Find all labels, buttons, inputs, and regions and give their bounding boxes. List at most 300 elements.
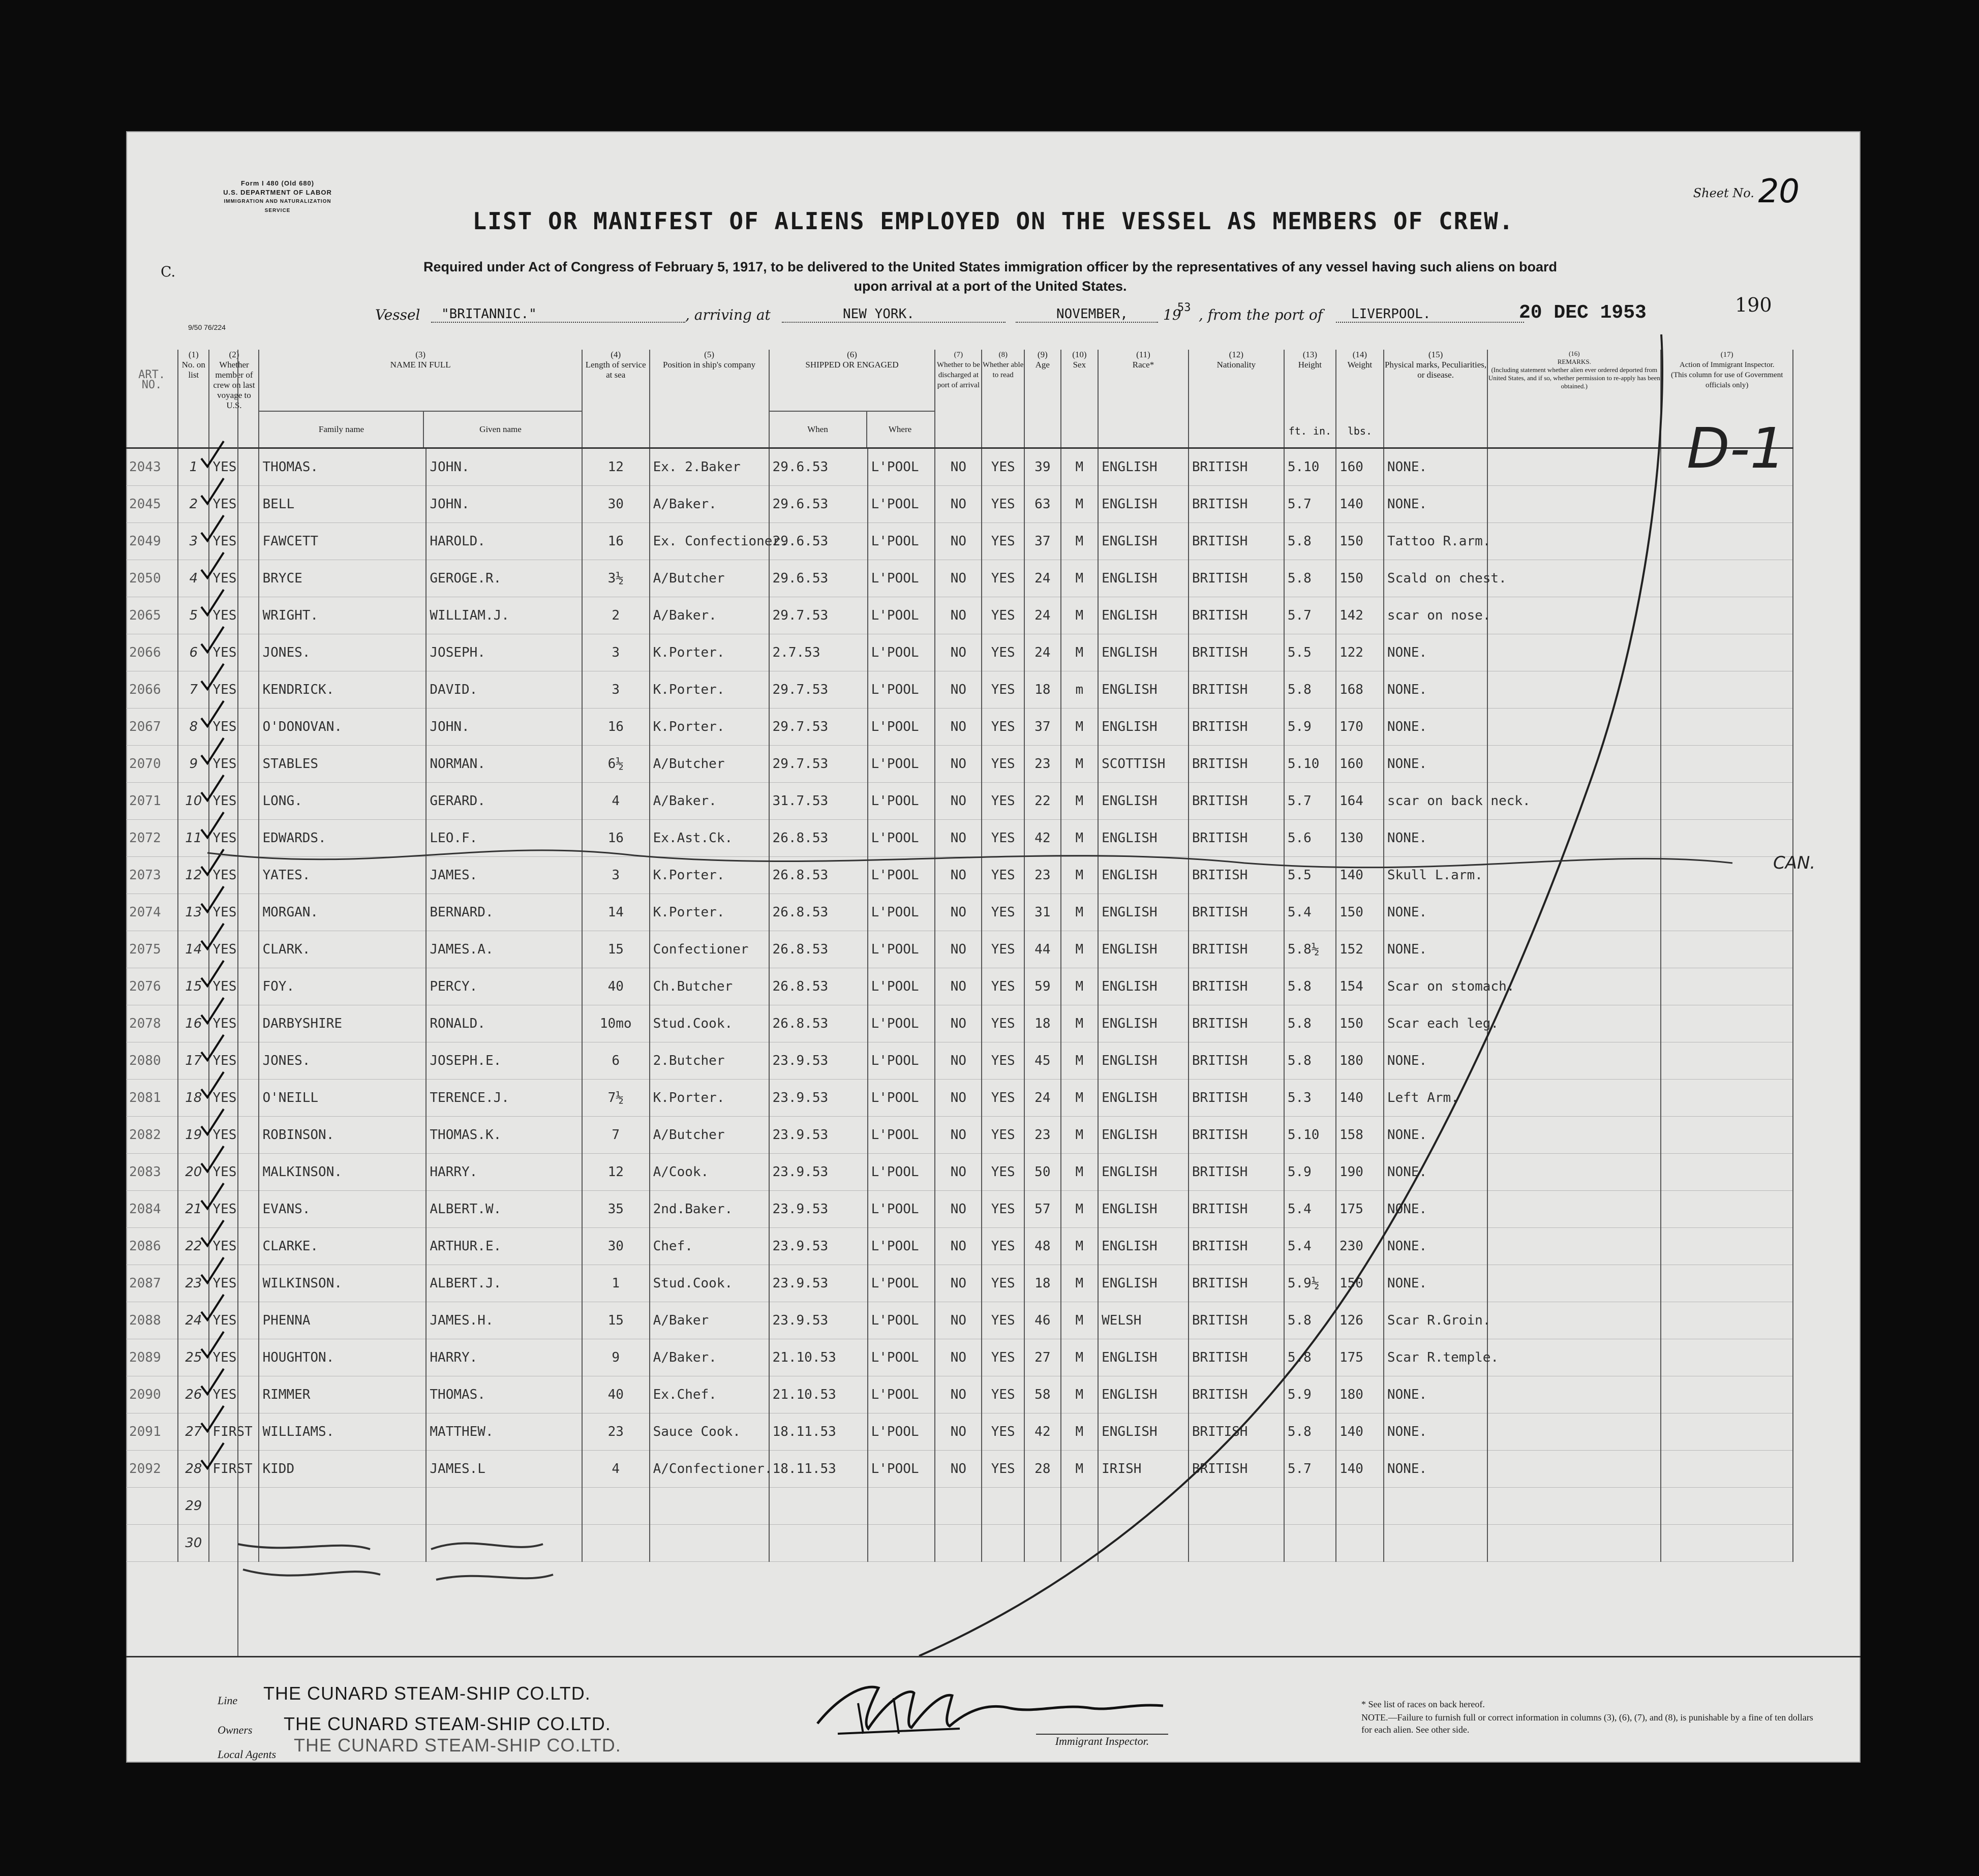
- age-cell: 50: [1024, 1154, 1061, 1191]
- position-cell: K.Porter.: [650, 894, 769, 931]
- able-to-read-cell: YES: [982, 746, 1024, 783]
- family-name-cell: CLARK.: [259, 931, 426, 968]
- age-cell: 48: [1024, 1228, 1061, 1265]
- art-no-cell: 2092: [126, 1451, 178, 1488]
- able-to-read-cell: YES: [982, 1154, 1024, 1191]
- crew-row: [126, 523, 1793, 560]
- header-inspector-action: (17) Action of Immigrant Inspector. (This column for use of Government officials only): [1661, 350, 1793, 448]
- position-cell: A/Butcher: [650, 560, 769, 597]
- shipped-where-cell: L'POOL: [868, 709, 935, 746]
- list-no-cell: 27: [178, 1413, 209, 1451]
- sex-cell: M: [1061, 1005, 1099, 1042]
- crew-row: [126, 746, 1793, 783]
- last-voyage-cell: YES: [209, 1117, 259, 1154]
- list-no-cell: 8: [178, 709, 209, 746]
- physical-marks-cell: Scar R.temple.: [1384, 1339, 1487, 1376]
- remarks-cell: [1487, 1154, 1661, 1191]
- shipped-when-cell: 23.9.53: [769, 1080, 868, 1117]
- empty-cell: [1384, 1525, 1487, 1562]
- crew-row: [126, 820, 1793, 857]
- form-id-line: Form I 480 (Old 680): [240, 179, 315, 187]
- shipped-when-cell: 29.6.53: [769, 448, 868, 486]
- empty-cell: [1189, 1525, 1284, 1562]
- physical-marks-cell: NONE.: [1384, 1042, 1487, 1080]
- inspector-action-cell: [1661, 597, 1793, 634]
- race-cell: ENGLISH: [1098, 894, 1189, 931]
- check-mark-icon: [197, 736, 228, 766]
- sex-cell: M: [1061, 783, 1099, 820]
- shipped-where-cell: L'POOL: [868, 523, 935, 560]
- shipped-when-cell: 29.6.53: [769, 486, 868, 523]
- last-voyage-cell: YES: [209, 597, 259, 634]
- empty-cell: [982, 1525, 1024, 1562]
- list-no-cell: 28: [178, 1451, 209, 1488]
- physical-marks-cell: NONE.: [1384, 634, 1487, 671]
- crew-row: [126, 1413, 1793, 1451]
- shipped-where-cell: L'POOL: [868, 1339, 935, 1376]
- empty-cell: [1336, 1488, 1384, 1525]
- crew-row: [126, 671, 1793, 709]
- position-cell: K.Porter.: [650, 709, 769, 746]
- sex-cell: M: [1061, 746, 1099, 783]
- remarks-cell: [1487, 1451, 1661, 1488]
- weight-cell: 150: [1336, 1005, 1384, 1042]
- able-to-read-cell: YES: [982, 1376, 1024, 1413]
- last-voyage-cell: YES: [209, 968, 259, 1005]
- header-weight: [1336, 350, 1384, 448]
- department-line: U.S. DEPARTMENT OF LABOR: [223, 189, 332, 196]
- able-to-read-cell: YES: [982, 1005, 1024, 1042]
- family-name-cell: KIDD: [259, 1451, 426, 1488]
- shipped-where-cell: L'POOL: [868, 1265, 935, 1302]
- art-no-cell: 2075: [126, 931, 178, 968]
- crew-row: [126, 1042, 1793, 1080]
- crew-row: [126, 486, 1793, 523]
- sex-cell: M: [1061, 1191, 1099, 1228]
- shipped-when-cell: 26.8.53: [769, 894, 868, 931]
- age-cell: 63: [1024, 486, 1061, 523]
- empty-row: [126, 1488, 1793, 1525]
- art-no-cell: 2080: [126, 1042, 178, 1080]
- inspector-action-cell: [1661, 1302, 1793, 1339]
- race-cell: ENGLISH: [1098, 820, 1189, 857]
- given-name-cell: LEO.F.: [426, 820, 582, 857]
- service-length-cell: 2: [582, 597, 650, 634]
- given-name-cell: ALBERT.J.: [426, 1265, 582, 1302]
- age-cell: 42: [1024, 1413, 1061, 1451]
- arriving-port: NEW YORK.: [782, 306, 1006, 323]
- art-no-cell: 2088: [126, 1302, 178, 1339]
- height-cell: 5.8: [1284, 1042, 1336, 1080]
- age-cell: 37: [1024, 523, 1061, 560]
- position-cell: A/Baker.: [650, 486, 769, 523]
- nationality-cell: BRITISH: [1189, 1154, 1284, 1191]
- c-mark: C.: [161, 263, 176, 280]
- shipped-where-cell: L'POOL: [868, 597, 935, 634]
- check-mark-icon: [197, 810, 228, 841]
- given-name-cell: GEROGE.R.: [426, 560, 582, 597]
- family-name-cell: JONES.: [259, 634, 426, 671]
- family-name-cell: MALKINSON.: [259, 1154, 426, 1191]
- shipped-when-cell: 26.8.53: [769, 857, 868, 894]
- shipped-when-cell: 23.9.53: [769, 1302, 868, 1339]
- sex-cell: M: [1061, 1413, 1099, 1451]
- crew-manifest-table: [126, 350, 1793, 1562]
- able-to-read-cell: YES: [982, 709, 1024, 746]
- empty-cell: [982, 1488, 1024, 1525]
- nationality-cell: BRITISH: [1189, 523, 1284, 560]
- shipped-where-cell: L'POOL: [868, 1228, 935, 1265]
- family-name-cell: MORGAN.: [259, 894, 426, 931]
- list-no-cell: 15: [178, 968, 209, 1005]
- art-no-cell: 2084: [126, 1191, 178, 1228]
- able-to-read-cell: YES: [982, 634, 1024, 671]
- able-to-read-cell: YES: [982, 1302, 1024, 1339]
- given-name-cell: MATTHEW.: [426, 1413, 582, 1451]
- shipped-where-cell: L'POOL: [868, 931, 935, 968]
- race-cell: ENGLISH: [1098, 560, 1189, 597]
- check-mark-icon: [197, 959, 228, 989]
- inspector-action-cell: [1661, 1117, 1793, 1154]
- nationality-cell: BRITISH: [1189, 1228, 1284, 1265]
- crew-row: [126, 783, 1793, 820]
- physical-marks-cell: NONE.: [1384, 709, 1487, 746]
- position-cell: Ex. 2.Baker: [650, 448, 769, 486]
- given-name-cell: HARRY.: [426, 1154, 582, 1191]
- header-label: (3) NAME IN FULL: [390, 350, 451, 370]
- given-name-cell: HAROLD.: [426, 523, 582, 560]
- art-no-cell: 2081: [126, 1080, 178, 1117]
- given-name-cell: JAMES.L: [426, 1451, 582, 1488]
- height-cell: 5.4: [1284, 894, 1336, 931]
- check-mark-icon: [197, 625, 228, 655]
- shipped-where-cell: L'POOL: [868, 1191, 935, 1228]
- physical-marks-cell: NONE.: [1384, 894, 1487, 931]
- height-cell: 5.4: [1284, 1228, 1336, 1265]
- crew-row: [126, 1265, 1793, 1302]
- height-cell: 5.10: [1284, 1117, 1336, 1154]
- nationality-cell: BRITISH: [1189, 820, 1284, 857]
- list-no-cell: 6: [178, 634, 209, 671]
- discharged-cell: NO: [935, 746, 982, 783]
- page-subtitle: [228, 257, 1753, 296]
- empty-cell: [426, 1525, 582, 1562]
- family-name-cell: WRIGHT.: [259, 597, 426, 634]
- age-cell: 58: [1024, 1376, 1061, 1413]
- empty-cell: [1024, 1525, 1061, 1562]
- given-name-cell: JOSEPH.E.: [426, 1042, 582, 1080]
- service-length-cell: 35: [582, 1191, 650, 1228]
- remarks-cell: [1487, 634, 1661, 671]
- race-cell: ENGLISH: [1098, 931, 1189, 968]
- shipped-when-cell: 23.9.53: [769, 1117, 868, 1154]
- physical-marks-cell: Scar R.Groin.: [1384, 1302, 1487, 1339]
- given-name-cell: DAVID.: [426, 671, 582, 709]
- age-cell: 24: [1024, 560, 1061, 597]
- physical-marks-cell: NONE.: [1384, 1117, 1487, 1154]
- family-name-cell: O'DONOVAN.: [259, 709, 426, 746]
- race-cell: ENGLISH: [1098, 523, 1189, 560]
- inspector-action-cell: [1661, 746, 1793, 783]
- header-name-in-full: [259, 350, 582, 448]
- side-note: CAN.: [1773, 853, 1816, 873]
- header-nationality: (12) Nationality: [1189, 350, 1284, 448]
- header-given-name: Given name: [423, 412, 576, 447]
- nationality-cell: BRITISH: [1189, 894, 1284, 931]
- date-stamp: 20 DEC 1953: [1519, 302, 1647, 324]
- from-label: , from the port of: [1199, 306, 1323, 323]
- crew-row: [126, 1005, 1793, 1042]
- crew-row: [126, 1451, 1793, 1488]
- header-label: ART. NO.: [138, 368, 166, 391]
- given-name-cell: RONALD.: [426, 1005, 582, 1042]
- sex-cell: M: [1061, 1451, 1099, 1488]
- race-cell: ENGLISH: [1098, 1154, 1189, 1191]
- physical-marks-cell: NONE.: [1384, 746, 1487, 783]
- family-name-cell: YATES.: [259, 857, 426, 894]
- empty-cell: [126, 1525, 178, 1562]
- weight-cell: 158: [1336, 1117, 1384, 1154]
- crew-row: [126, 634, 1793, 671]
- list-no-cell: 3: [178, 523, 209, 560]
- shipped-where-cell: L'POOL: [868, 1117, 935, 1154]
- header-label: (13) Height: [1298, 350, 1322, 370]
- height-cell: 5.10: [1284, 448, 1336, 486]
- header-able-to-read: (8) Whether able to read: [982, 350, 1024, 448]
- list-no-cell: 4: [178, 560, 209, 597]
- remarks-cell: [1487, 1339, 1661, 1376]
- weight-cell: 160: [1336, 448, 1384, 486]
- age-cell: 42: [1024, 820, 1061, 857]
- weight-cell: 140: [1336, 1451, 1384, 1488]
- sex-cell: M: [1061, 486, 1099, 523]
- height-cell: 5.9: [1284, 709, 1336, 746]
- empty-cell: [1284, 1488, 1336, 1525]
- header-race: (11) Race*: [1098, 350, 1189, 448]
- height-cell: 5.8: [1284, 1339, 1336, 1376]
- able-to-read-cell: YES: [982, 1413, 1024, 1451]
- race-cell: ENGLISH: [1098, 1080, 1189, 1117]
- position-cell: Chef.: [650, 1228, 769, 1265]
- age-cell: 46: [1024, 1302, 1061, 1339]
- able-to-read-cell: YES: [982, 857, 1024, 894]
- weight-cell: 142: [1336, 597, 1384, 634]
- service-length-cell: 14: [582, 894, 650, 931]
- family-name-cell: STABLES: [259, 746, 426, 783]
- header-height: [1284, 350, 1336, 448]
- last-voyage-cell: YES: [209, 448, 259, 486]
- remarks-cell: [1487, 1042, 1661, 1080]
- age-cell: 18: [1024, 1265, 1061, 1302]
- position-cell: Ex.Chef.: [650, 1376, 769, 1413]
- art-no-cell: 2089: [126, 1339, 178, 1376]
- weight-cell: 140: [1336, 486, 1384, 523]
- discharged-cell: NO: [935, 1228, 982, 1265]
- service-length-cell: 7: [582, 1117, 650, 1154]
- last-voyage-cell: YES: [209, 746, 259, 783]
- physical-marks-cell: NONE.: [1384, 1154, 1487, 1191]
- position-cell: A/Cook.: [650, 1154, 769, 1191]
- age-cell: 24: [1024, 634, 1061, 671]
- position-cell: Sauce Cook.: [650, 1413, 769, 1451]
- given-name-cell: NORMAN.: [426, 746, 582, 783]
- family-name-cell: FOY.: [259, 968, 426, 1005]
- shipped-when-cell: 31.7.53: [769, 783, 868, 820]
- shipped-where-cell: L'POOL: [868, 783, 935, 820]
- remarks-cell: [1487, 1302, 1661, 1339]
- sex-cell: M: [1061, 968, 1099, 1005]
- list-no-cell: 26: [178, 1376, 209, 1413]
- height-cell: 5.4: [1284, 1191, 1336, 1228]
- discharged-cell: NO: [935, 1265, 982, 1302]
- able-to-read-cell: YES: [982, 894, 1024, 931]
- family-name-cell: EDWARDS.: [259, 820, 426, 857]
- family-name-cell: ROBINSON.: [259, 1117, 426, 1154]
- race-cell: ENGLISH: [1098, 634, 1189, 671]
- inspector-action-cell: [1661, 1080, 1793, 1117]
- inspector-action-cell: [1661, 1154, 1793, 1191]
- header-shipped-engaged: [769, 350, 935, 448]
- able-to-read-cell: YES: [982, 783, 1024, 820]
- header-last-voyage: (2) Whether member of crew on last voyage to U.S.: [209, 350, 259, 448]
- sex-cell: M: [1061, 1339, 1099, 1376]
- empty-cell: [935, 1525, 982, 1562]
- family-name-cell: KENDRICK.: [259, 671, 426, 709]
- position-cell: A/Butcher: [650, 1117, 769, 1154]
- discharged-cell: NO: [935, 1376, 982, 1413]
- list-no-cell: 21: [178, 1191, 209, 1228]
- inspector-action-cell: [1661, 523, 1793, 560]
- empty-cell: [1284, 1525, 1336, 1562]
- nationality-cell: BRITISH: [1189, 1413, 1284, 1451]
- last-voyage-cell: YES: [209, 1376, 259, 1413]
- physical-marks-cell: Scar on stomach.: [1384, 968, 1487, 1005]
- check-mark-icon: [197, 1033, 228, 1063]
- race-cell: ENGLISH: [1098, 1339, 1189, 1376]
- inspector-code: D-1: [1687, 416, 1786, 481]
- nationality-cell: BRITISH: [1189, 1339, 1284, 1376]
- remarks-cell: [1487, 1413, 1661, 1451]
- shipped-when-cell: 29.7.53: [769, 746, 868, 783]
- service-length-cell: 4: [582, 783, 650, 820]
- check-mark-icon: [197, 1070, 228, 1100]
- physical-marks-cell: NONE.: [1384, 1265, 1487, 1302]
- given-name-cell: PERCY.: [426, 968, 582, 1005]
- list-no-cell: 30: [178, 1525, 209, 1562]
- nationality-cell: BRITISH: [1189, 1302, 1284, 1339]
- position-cell: K.Porter.: [650, 1080, 769, 1117]
- sex-cell: M: [1061, 1376, 1099, 1413]
- discharged-cell: NO: [935, 1302, 982, 1339]
- position-cell: Stud.Cook.: [650, 1265, 769, 1302]
- nationality-cell: BRITISH: [1189, 1005, 1284, 1042]
- last-voyage-cell: YES: [209, 857, 259, 894]
- given-name-cell: THOMAS.K.: [426, 1117, 582, 1154]
- empty-cell: [259, 1525, 426, 1562]
- crew-row: [126, 448, 1793, 486]
- footer: [126, 1656, 1861, 1764]
- check-mark-icon: [197, 1255, 228, 1286]
- nationality-cell: BRITISH: [1189, 931, 1284, 968]
- physical-marks-cell: NONE.: [1384, 820, 1487, 857]
- discharged-cell: NO: [935, 1042, 982, 1080]
- inspector-action-cell: [1661, 560, 1793, 597]
- age-cell: 24: [1024, 597, 1061, 634]
- remarks-cell: [1487, 597, 1661, 634]
- discharged-cell: NO: [935, 448, 982, 486]
- sex-cell: M: [1061, 931, 1099, 968]
- header-position: (5) Position in ship's company: [650, 350, 769, 448]
- empty-cell: [1487, 1525, 1661, 1562]
- inspector-action-cell: [1661, 931, 1793, 968]
- able-to-read-cell: YES: [982, 1042, 1024, 1080]
- crew-row: [126, 560, 1793, 597]
- shipped-when-cell: 23.9.53: [769, 1228, 868, 1265]
- age-cell: 37: [1024, 709, 1061, 746]
- given-name-cell: TERENCE.J.: [426, 1080, 582, 1117]
- remarks-cell: [1487, 1265, 1661, 1302]
- race-cell: ENGLISH: [1098, 1191, 1189, 1228]
- able-to-read-cell: YES: [982, 1080, 1024, 1117]
- service-length-cell: 7½: [582, 1080, 650, 1117]
- art-no-cell: 2072: [126, 820, 178, 857]
- empty-cell: [1661, 1525, 1793, 1562]
- sex-cell: M: [1061, 523, 1099, 560]
- check-mark-icon: [197, 513, 228, 544]
- sex-cell: M: [1061, 1042, 1099, 1080]
- check-mark-icon: [197, 476, 228, 507]
- list-no-cell: 25: [178, 1339, 209, 1376]
- weight-cell: 150: [1336, 1265, 1384, 1302]
- discharged-cell: NO: [935, 820, 982, 857]
- header-family-name: Family name: [318, 424, 364, 434]
- art-no-cell: 2076: [126, 968, 178, 1005]
- given-name-cell: JAMES.A.: [426, 931, 582, 968]
- weight-cell: 140: [1336, 1413, 1384, 1451]
- remarks-cell: [1487, 671, 1661, 709]
- last-voyage-cell: YES: [209, 709, 259, 746]
- weight-cell: 140: [1336, 1080, 1384, 1117]
- inspector-action-cell: [1661, 820, 1793, 857]
- check-mark-icon: [197, 1144, 228, 1175]
- sex-cell: M: [1061, 857, 1099, 894]
- shipped-where-cell: L'POOL: [868, 560, 935, 597]
- sheet-label: Sheet No.: [1693, 186, 1754, 200]
- family-name-cell: DARBYSHIRE: [259, 1005, 426, 1042]
- header-discharged: (7) Whether to be discharged at port of arrival: [935, 350, 982, 448]
- race-cell: ENGLISH: [1098, 486, 1189, 523]
- remarks-cell: [1487, 560, 1661, 597]
- list-no-cell: 7: [178, 671, 209, 709]
- header-remarks: (16) REMARKS. (Including statement whether alien ever ordered deported from United States, and if so, whether permission to re-apply has been obtained.): [1487, 350, 1661, 448]
- family-name-cell: O'NEILL: [259, 1080, 426, 1117]
- shipped-where-cell: L'POOL: [868, 448, 935, 486]
- nationality-cell: BRITISH: [1189, 560, 1284, 597]
- crew-row: [126, 1080, 1793, 1117]
- check-mark-icon: [197, 847, 228, 878]
- last-voyage-cell: YES: [209, 1265, 259, 1302]
- empty-cell: [582, 1488, 650, 1525]
- remarks-cell: [1487, 857, 1661, 894]
- family-name-cell: RIMMER: [259, 1376, 426, 1413]
- art-no-cell: 2050: [126, 560, 178, 597]
- from-port: LIVERPOOL.: [1336, 306, 1524, 323]
- weight-cell: 168: [1336, 671, 1384, 709]
- discharged-cell: NO: [935, 597, 982, 634]
- shipped-when-cell: 23.9.53: [769, 1154, 868, 1191]
- physical-marks-cell: NONE.: [1384, 448, 1487, 486]
- weight-cell: 175: [1336, 1191, 1384, 1228]
